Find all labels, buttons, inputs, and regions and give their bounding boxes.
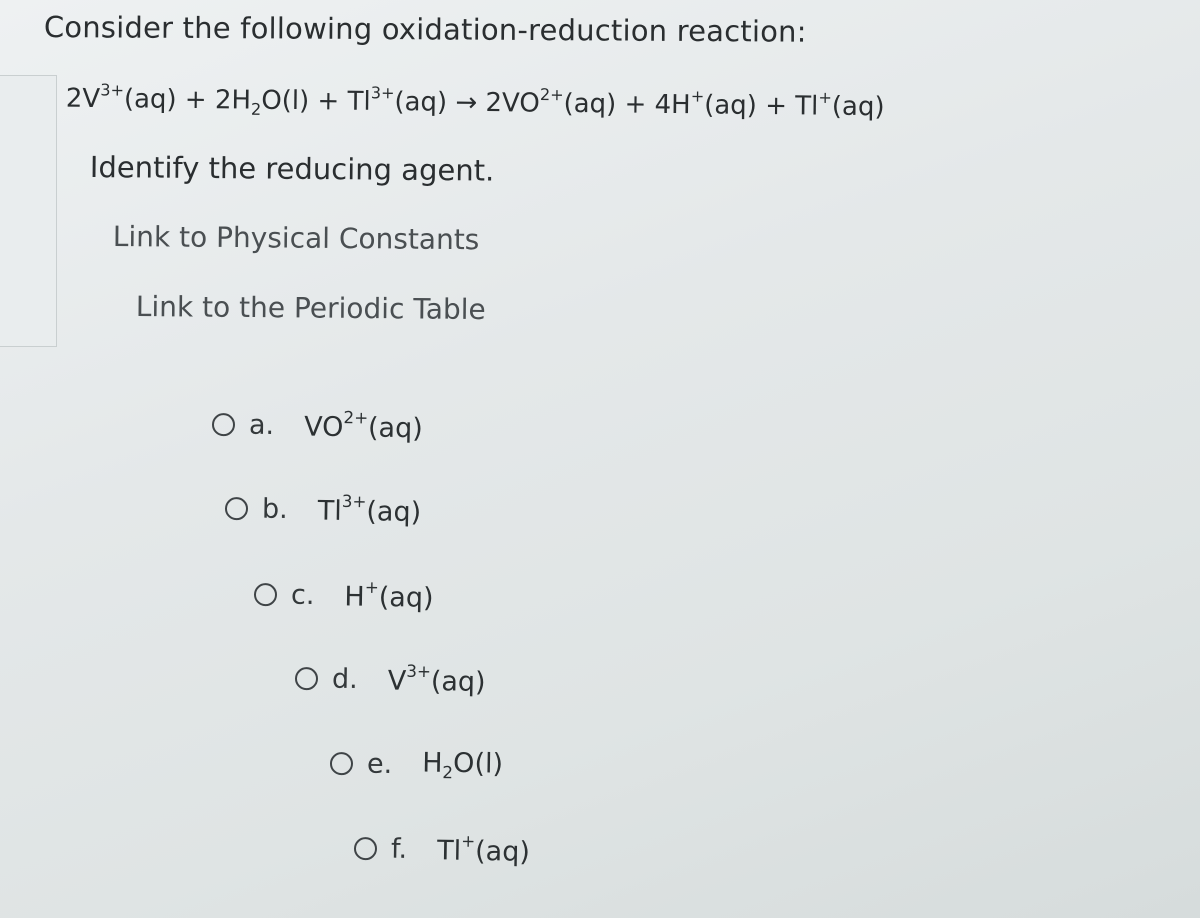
option-formula: $V^{3+}(aq)$ — [387, 660, 486, 698]
radio-button[interactable] — [330, 752, 353, 775]
option-formula: $VO^{2+}(aq)$ — [303, 406, 424, 445]
option-formula: Tl+(aq) — [436, 830, 531, 868]
radio-button[interactable] — [225, 497, 248, 520]
answer-option-a[interactable] — [212, 408, 423, 444]
periodic-table-link[interactable]: Link to the Periodic Table — [135, 290, 486, 327]
answer-option-b[interactable] — [225, 492, 422, 528]
question-title: Consider the following oxidation-reduction reaction: — [43, 10, 807, 49]
option-formula: $H_2O(l)$ — [421, 747, 504, 783]
physical-constants-link[interactable]: Link to Physical Constants — [112, 220, 480, 257]
question-prompt: Identify the reducing agent. — [89, 150, 495, 188]
option-letter: d. — [331, 663, 358, 695]
answer-option-e[interactable] — [330, 746, 504, 783]
option-letter: f. — [390, 833, 408, 865]
radio-button[interactable] — [354, 837, 377, 860]
radio-button[interactable] — [295, 667, 318, 690]
answer-option-c[interactable] — [254, 578, 434, 614]
radio-button[interactable] — [254, 583, 277, 606]
option-letter: a. — [248, 409, 275, 441]
left-panel-edge — [0, 75, 57, 347]
radio-button[interactable] — [212, 413, 235, 436]
option-letter: e. — [366, 748, 393, 780]
answer-option-f[interactable] — [354, 832, 530, 868]
option-letter: b. — [261, 493, 288, 525]
option-letter: c. — [290, 579, 315, 611]
option-formula: H+(aq) — [344, 576, 434, 614]
answer-option-d[interactable] — [295, 662, 486, 698]
option-formula: $Tl^{3+}(aq)$ — [317, 490, 422, 529]
reaction-equation: $2V^{3+}(aq) + 2H_2O(l) + Tl^{3+}(aq) \to 2VO^{2+}(aq) + 4H^+(aq) + Tl^+(aq)$ — [65, 79, 885, 123]
